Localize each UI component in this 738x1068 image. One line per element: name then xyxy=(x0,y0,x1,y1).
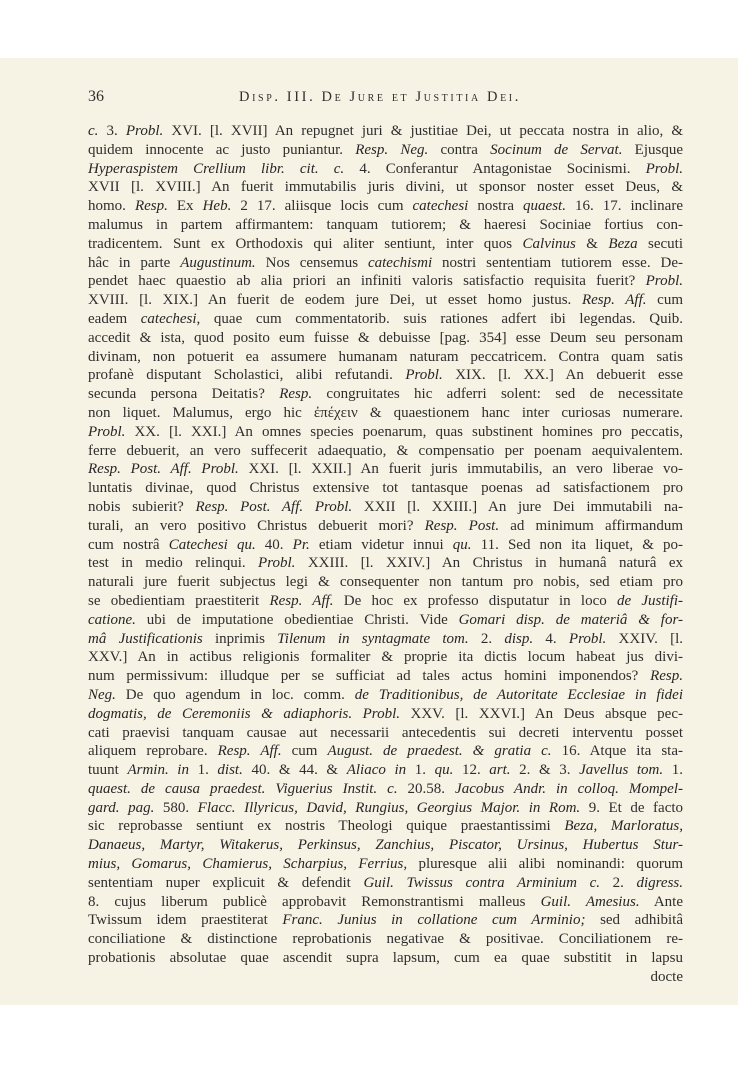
text-line xyxy=(88,611,683,630)
text-line xyxy=(88,705,683,724)
text-line-content xyxy=(88,593,683,609)
text-line xyxy=(88,949,683,968)
text-line xyxy=(88,442,683,461)
text-run: cati praevisi tanquam causae aut necessarii antecedentis sui decreti interventu posset xyxy=(88,724,683,741)
text-line xyxy=(88,122,683,141)
text-line-content xyxy=(88,236,683,252)
text-line xyxy=(88,460,683,479)
italic-text-run: catione. xyxy=(88,611,136,628)
italic-text-run: Resp. xyxy=(279,386,313,403)
text-line-content xyxy=(88,743,683,759)
italic-text-run: Probl. xyxy=(88,423,126,440)
text-run: Ante xyxy=(639,893,683,910)
text-run: 11. Sed non ita liquet, & po- xyxy=(471,536,684,553)
text-run: & xyxy=(575,235,609,252)
text-line-content xyxy=(88,499,683,515)
text-line xyxy=(88,742,683,761)
text-run: sed adhibitâ xyxy=(585,912,683,929)
text-run: XXIII. [l. XXIV.] An Christus in humanâ naturâ ex xyxy=(295,555,683,572)
text-line-content xyxy=(88,950,683,966)
text-line xyxy=(88,817,683,836)
page-header xyxy=(88,87,672,107)
text-run: 16. Atque ita sta- xyxy=(551,743,684,760)
text-run: cum xyxy=(646,292,684,309)
text-line-content xyxy=(88,330,683,346)
text-run: 1. xyxy=(663,762,683,779)
text-line-content xyxy=(88,255,683,271)
italic-text-run: de Traditionibus, de Autoritate Ecclesiae in fidei xyxy=(354,686,683,703)
text-run: se obedientiam praestiterit xyxy=(88,592,270,609)
italic-text-run: Neg. xyxy=(88,686,116,703)
text-line-content xyxy=(88,424,683,440)
text-line-content xyxy=(88,856,683,872)
page-number: 36 xyxy=(88,88,104,105)
italic-text-run: c. xyxy=(88,123,99,139)
text-line xyxy=(88,536,683,555)
italic-text-run: Resp. Aff. xyxy=(269,592,334,609)
text-run: 9. Et de facto xyxy=(580,799,684,816)
text-line xyxy=(88,291,683,310)
text-run: naturali jure fuerit subjectus legi & consequenter non tantum pro nobis, sed etiam pro xyxy=(88,574,683,591)
text-line-content xyxy=(88,762,683,778)
italic-text-run: Beza, Marloratus, xyxy=(564,818,684,835)
text-line-content xyxy=(88,367,683,383)
text-line-content xyxy=(88,631,683,647)
text-line-content xyxy=(88,612,683,628)
text-run: secuti xyxy=(637,235,683,252)
text-line-content xyxy=(88,875,683,891)
text-line-content xyxy=(88,217,683,233)
text-run: conciliatione & distinctione reprobationis negativae & positivae. Conciliationem re- xyxy=(88,931,683,948)
text-line-content xyxy=(88,142,683,158)
text-line xyxy=(88,911,683,930)
text-run: XXIV. [l. xyxy=(606,630,684,647)
italic-text-run: Hyperaspistem Crellium libr. cit. c. xyxy=(88,160,345,177)
italic-text-run: catechismi xyxy=(367,254,433,271)
text-line xyxy=(88,329,683,348)
text-run: tradicentem. Sunt ex Orthodoxis qui aliter sentiunt, inter quos xyxy=(88,235,523,252)
text-line xyxy=(88,141,683,160)
italic-text-run: quaest. de causa praedest. Viguerius Instit. c. xyxy=(88,780,398,797)
italic-text-run: Aliaco in xyxy=(346,762,407,779)
text-run: accedit & ista, quod posito eum fuisse & debuisse [pag. 354] esse Deum seu personam xyxy=(88,329,683,346)
italic-text-run: Resp. Post. xyxy=(424,517,500,534)
italic-text-run: August. de praedest. & gratia c. xyxy=(327,743,552,760)
text-run: 16. 17. inclinare xyxy=(565,198,683,215)
text-run: XXI. [l. XXII.] An fuerit juris immutabilis, an vero liberae vo- xyxy=(238,461,683,478)
text-line xyxy=(88,893,683,912)
text-run: XXII [l. XXIII.] An jure Dei immutabili na- xyxy=(352,498,683,515)
text-run: XIX. [l. XX.] An debuerit esse xyxy=(442,367,683,384)
text-line xyxy=(88,366,683,385)
text-run: 4. Conferantur Antagonistae Socinismi. xyxy=(344,160,646,177)
text-run: 40. xyxy=(255,536,293,553)
italic-text-run: Resp. Post. Aff. Probl. xyxy=(88,461,239,478)
italic-text-run: catechesi, xyxy=(140,310,201,327)
text-run: XXV. [l. XXVI.] An Deus absque pec- xyxy=(399,705,683,722)
text-run: Ejusque xyxy=(622,141,683,158)
text-line xyxy=(88,517,683,536)
italic-text-run: qu. xyxy=(452,536,472,553)
text-run: inprimis xyxy=(202,630,278,647)
text-line xyxy=(88,573,683,592)
text-line xyxy=(88,423,683,442)
text-line-content xyxy=(88,480,683,496)
text-run: Twissum idem praestiterat xyxy=(88,912,283,929)
text-line xyxy=(88,272,683,291)
text-run: nobis subierit? xyxy=(88,498,196,515)
text-run: cum xyxy=(281,743,328,760)
text-run: turali, an vero positivo Christus debuerit mori? xyxy=(88,517,425,534)
text-line xyxy=(88,836,683,855)
text-run: hâc in parte xyxy=(88,254,181,271)
text-run: 2. xyxy=(600,874,637,891)
text-run: ferre debuerit, an vero suffecerit adaequatio, & compensatio per poenam aequivalentem. xyxy=(88,442,683,459)
text-line-content xyxy=(88,649,683,665)
text-line xyxy=(88,724,683,743)
text-run: sententiam nuper explicuit & defendit xyxy=(88,874,364,891)
text-line xyxy=(88,667,683,686)
italic-text-run: Augustinum. xyxy=(180,254,256,271)
text-line-content xyxy=(88,349,683,365)
text-line xyxy=(88,592,683,611)
text-run: divinam, non potuerit ea assumere humanam naturam peccatricem. Contra quam satis xyxy=(88,348,683,365)
text-run: test in medio relinqui. xyxy=(88,555,259,572)
text-line xyxy=(88,648,683,667)
text-run: De hoc ex professo disputatur in loco xyxy=(333,592,617,609)
text-line xyxy=(88,630,683,649)
text-line xyxy=(88,348,683,367)
text-line xyxy=(88,197,683,216)
italic-text-run: Javellus tom. xyxy=(579,762,664,779)
italic-text-run: Resp. Post. Aff. Probl. xyxy=(195,498,353,515)
text-run: quae cum commentatorib. suis rationes adfert ibi legendas. Quib. xyxy=(200,310,684,327)
text-run: 20.58. xyxy=(397,780,456,797)
text-run: nostra xyxy=(468,198,524,215)
text-line xyxy=(88,310,683,329)
body-text xyxy=(88,122,683,987)
italic-text-run: Guil. Twissus contra Arminium c. xyxy=(363,874,600,891)
text-line-content xyxy=(88,687,683,703)
text-line xyxy=(88,799,683,818)
running-head: Disp. III. De Jure et Justitia Dei. xyxy=(239,89,521,105)
text-line xyxy=(88,780,683,799)
italic-text-run: Catechesi qu. xyxy=(168,536,256,553)
text-run: quidem innocente ac justo puniantur. xyxy=(88,141,356,158)
text-run: 3. xyxy=(98,123,126,139)
text-run: 1. xyxy=(188,762,218,779)
italic-text-run: dogmatis, de Ceremoniis & adiaphoris. Probl. xyxy=(88,705,400,722)
italic-text-run: Franc. Junius in collatione cum Arminio; xyxy=(282,912,586,929)
text-run: contra xyxy=(428,141,491,158)
italic-text-run: Calvinus xyxy=(522,235,576,252)
text-line-content xyxy=(88,781,683,797)
text-line-content xyxy=(88,443,683,459)
italic-text-run: Pr. xyxy=(292,536,310,553)
italic-text-run: Danaeus, Martyr, Witakerus, Perkinsus, Zanchius, Piscator, Ursinus, Hubertus Stur- xyxy=(88,837,683,854)
italic-text-run: Resp. Aff. xyxy=(581,292,647,309)
text-line-content xyxy=(88,123,683,139)
text-run: De quo agendum in loc. comm. xyxy=(115,686,355,703)
text-run: 8. cujus liberum publicè approbavit Remonstrantismi malleus xyxy=(88,893,541,910)
text-run: cum nostrâ xyxy=(88,536,169,553)
text-run: 2. & 3. xyxy=(510,762,580,779)
text-run: 4. xyxy=(533,630,569,647)
text-line-content xyxy=(88,837,683,853)
text-line-content xyxy=(88,311,683,327)
text-run: ad minimum affirmandum xyxy=(499,517,684,534)
text-run: etiam videtur innui xyxy=(309,536,453,553)
italic-text-run: Guil. Amesius. xyxy=(540,893,640,910)
text-line xyxy=(88,761,683,780)
italic-text-run: Resp. Aff. xyxy=(217,743,282,760)
text-line-content xyxy=(88,894,683,910)
text-run: malumus in partem affirmantem: tanquam tutiorem; & haeresi Sociniae fortius con- xyxy=(88,216,683,233)
text-run: eadem xyxy=(88,310,141,327)
text-line-content xyxy=(88,179,683,195)
text-line xyxy=(88,385,683,404)
italic-text-run: gard. pag. xyxy=(88,799,155,816)
text-run: congruitates hic adferri solent: sed de necessitate xyxy=(312,386,683,403)
text-line-content xyxy=(88,273,683,289)
italic-text-run: Gomari disp. de materiâ & for- xyxy=(458,611,683,628)
text-run: num permissivum: illudque per se sufficiat ad tales actus homini imponendos? xyxy=(88,668,651,685)
text-run: 1. xyxy=(406,762,435,779)
text-run: XXV.] An in actibus religionis formaliter & proprie ita dictis locum habeat jus divi- xyxy=(88,649,683,666)
italic-text-run: Probl. xyxy=(405,367,443,384)
text-run: pendet haec quaestio ab alia priori an infiniti valoris satisfactio requisita fuerit? xyxy=(88,273,646,290)
text-line xyxy=(88,178,683,197)
italic-text-run: catechesi xyxy=(412,198,469,215)
text-line-content xyxy=(88,461,683,477)
text-run: tuunt xyxy=(88,762,128,779)
italic-text-run: Probl. xyxy=(125,123,164,139)
text-line-content xyxy=(88,161,683,177)
italic-text-run: disp. xyxy=(504,630,534,647)
text-run: 2 17. aliisque locis cum xyxy=(231,198,413,215)
text-line xyxy=(88,554,683,573)
italic-text-run: Probl. xyxy=(645,160,683,177)
text-line-content xyxy=(88,912,683,928)
text-line-content xyxy=(88,574,683,590)
text-run: XVIII. [l. XIX.] An fuerit de eodem jure Dei, ut esset homo justus. xyxy=(88,292,582,309)
text-line-content xyxy=(88,800,683,816)
text-run: sic reprobasse sentiunt ex nostris Theologi quique praestantissimi xyxy=(88,818,565,835)
italic-text-run: mius, Gomarus, Chamierus, Scharpius, Ferrius, xyxy=(88,856,408,873)
text-line-content xyxy=(88,818,683,834)
italic-text-run: qu. xyxy=(434,762,454,779)
text-run: non liquet. Malumus, ergo hic ἐπέχειν & quaestionem hanc inter curiosas numerare. xyxy=(88,404,683,421)
text-run: pluresque alii alibi nominandi: quorum xyxy=(407,856,683,873)
text-run: aliquem reprobare. xyxy=(88,743,218,760)
text-line-content xyxy=(88,518,683,534)
text-run: nostri sententiam tutiorem esse. De- xyxy=(432,254,683,271)
text-line-content xyxy=(88,292,683,308)
italic-text-run: Probl. xyxy=(258,555,296,572)
text-run: luntatis divinae, quod Christus extensive tot tantasque poenas ad satisfactionem pro xyxy=(88,480,683,497)
text-line xyxy=(88,254,683,273)
text-run: XX. [l. XXI.] An omnes species poenarum, quas substinent homines pro peccatis, xyxy=(125,423,683,440)
text-line xyxy=(88,874,683,893)
text-line-content xyxy=(88,386,683,402)
italic-text-run: de Justifi- xyxy=(616,592,683,609)
text-line xyxy=(88,686,683,705)
text-line xyxy=(88,216,683,235)
italic-text-run: art. xyxy=(489,762,511,779)
italic-text-run: Resp. Neg. xyxy=(355,141,429,158)
text-line xyxy=(88,235,683,254)
text-line-content xyxy=(88,668,683,684)
italic-text-run: Resp. xyxy=(134,198,168,215)
italic-text-run: digress. xyxy=(636,874,683,891)
text-line-content xyxy=(88,537,683,553)
italic-text-run: Heb. xyxy=(202,198,232,215)
italic-text-run: Probl. xyxy=(645,273,683,290)
text-line-content xyxy=(88,725,683,741)
text-run: probationis absolutae quae ascendit supra lapsum, cum ea quae substitit in lapsu xyxy=(88,950,683,967)
book-page xyxy=(0,58,738,1005)
italic-text-run: Armin. in xyxy=(127,762,189,779)
text-run: XVI. [l. XVII] An repugnet juri & justitiae Dei, ut peccata nostra in alio, & xyxy=(163,123,684,139)
italic-text-run: quaest. xyxy=(523,198,566,215)
text-run: 40. & 44. & xyxy=(242,762,347,779)
text-line-content xyxy=(88,405,683,421)
text-run: Ex xyxy=(167,198,203,215)
text-line xyxy=(88,498,683,517)
italic-text-run: mâ Justificationis xyxy=(88,630,203,647)
text-run: ubi de imputatione obedientiae Christi. Vide xyxy=(135,611,459,628)
italic-text-run: dist. xyxy=(217,762,243,779)
catchword: docte xyxy=(650,968,683,985)
italic-text-run: Flacc. Illyricus, David, Rungius, Georgius Major. in Rom. xyxy=(197,799,581,816)
italic-text-run: Tilenum in syntagmate tom. xyxy=(277,630,469,647)
italic-text-run: Socinum de Servat. xyxy=(490,141,623,158)
text-line-content xyxy=(88,555,683,571)
text-run: homo. xyxy=(88,198,135,215)
text-run: 2. xyxy=(468,630,505,647)
italic-text-run: Beza xyxy=(608,235,638,252)
text-line xyxy=(88,930,683,949)
text-line xyxy=(88,404,683,423)
text-line-content xyxy=(88,198,683,214)
text-run: 580. xyxy=(154,799,198,816)
text-line xyxy=(88,160,683,179)
text-line xyxy=(88,479,683,498)
text-run: profanè disputant Scholastici, alibi refutandi. xyxy=(88,367,406,384)
italic-text-run: Probl. xyxy=(568,630,607,647)
text-line xyxy=(88,855,683,874)
italic-text-run: Resp. xyxy=(650,668,683,685)
italic-text-run: Jacobus Andr. in colloq. Mompel- xyxy=(455,780,684,797)
text-line-content xyxy=(88,706,683,722)
text-run: secunda persona Deitatis? xyxy=(88,386,280,403)
text-run: Nos censemus xyxy=(255,254,368,271)
text-run: XVII [l. XVIII.] An fuerit immutabilis juris divini, ut sponsor noster esset Deus, & xyxy=(88,179,683,196)
text-line-content xyxy=(88,931,683,947)
text-run: 12. xyxy=(453,762,490,779)
